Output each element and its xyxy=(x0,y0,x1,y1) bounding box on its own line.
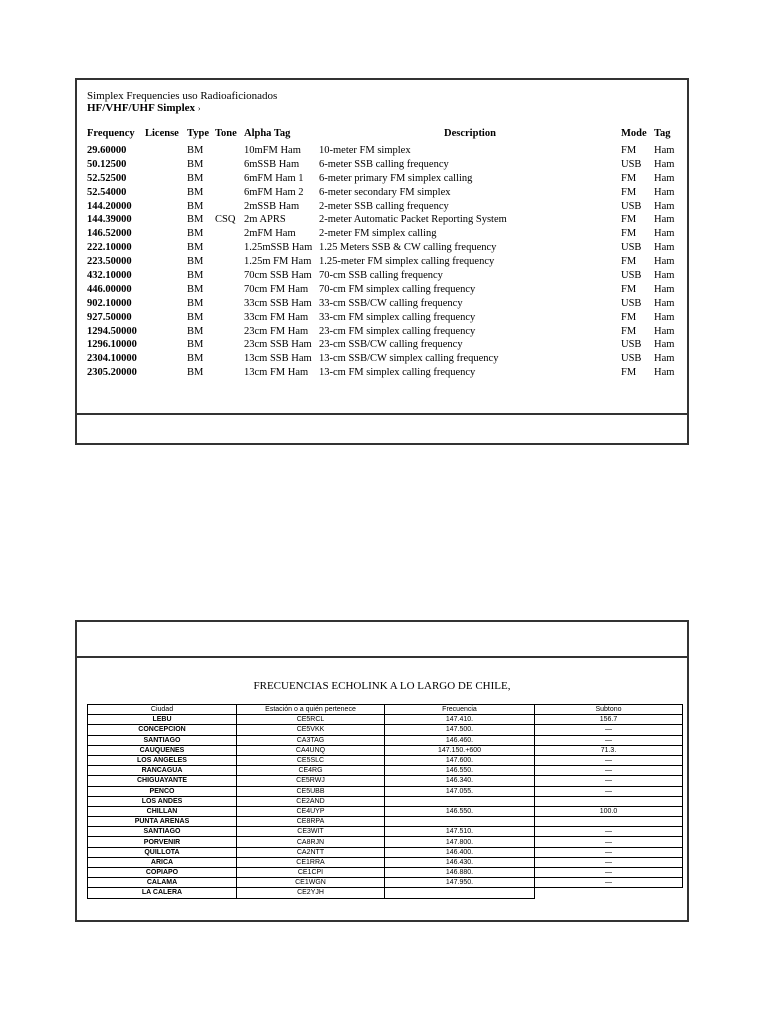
cell-license xyxy=(145,213,187,227)
table-row xyxy=(87,213,679,227)
cell-type: BM xyxy=(187,270,204,282)
cell-ciudad: CALAMA xyxy=(88,878,237,888)
cell-tag: Ham xyxy=(654,256,675,268)
cell-alpha-tag: 2m APRS xyxy=(244,214,286,226)
subtitle-arrow-icon: › xyxy=(197,104,201,113)
cell-tag: Ham xyxy=(654,339,675,351)
cell-subtono: — xyxy=(535,766,683,776)
cell-tag: Ham xyxy=(654,311,675,323)
cell-ciudad: SANTIAGO xyxy=(88,735,237,745)
cell-subtono: — xyxy=(535,786,683,796)
cell-ciudad: LEBU xyxy=(88,715,237,725)
echolink-box xyxy=(75,620,689,922)
cell-description: 70-cm SSB calling frequency xyxy=(319,270,443,282)
cell-ciudad: CHIGUAYANTE xyxy=(88,776,237,786)
cell-alpha-tag: 13cm SSB Ham xyxy=(244,353,312,365)
cell-description: 1.25-meter FM simplex calling frequency xyxy=(319,256,495,268)
header-description: Description xyxy=(444,128,496,139)
cell-frecuencia: 147.410. xyxy=(385,715,535,725)
cell-frecuencia: 146.550. xyxy=(385,806,535,816)
cell-tag: Ham xyxy=(654,145,675,156)
cell-mode: FM xyxy=(621,228,637,240)
cell-tone xyxy=(215,158,244,172)
table-header-row xyxy=(87,128,679,144)
cell-description: 23-cm SSB/CW calling frequency xyxy=(319,339,463,351)
cell-tag: Ham xyxy=(654,367,675,379)
cell-estacion: CA3TAG xyxy=(237,735,385,745)
cell-type: BM xyxy=(187,200,204,212)
cell-frecuencia xyxy=(385,796,535,806)
cell-frecuencia: 147.150.+600 xyxy=(385,745,535,755)
divider xyxy=(77,413,687,415)
cell-alpha-tag: 10mFM Ham xyxy=(244,145,301,156)
cell-description: 6-meter SSB calling frequency xyxy=(319,158,449,170)
cell-frecuencia: 147.055. xyxy=(385,786,535,796)
cell-description: 1.25 Meters SSB & CW calling frequency xyxy=(319,242,497,254)
cell-ciudad: SANTIAGO xyxy=(88,827,237,837)
table-row xyxy=(87,200,679,214)
cell-subtono: — xyxy=(535,847,683,857)
cell-subtono: — xyxy=(535,776,683,786)
table-row xyxy=(87,325,679,339)
cell-tone xyxy=(215,352,244,366)
cell-estacion: CA8RJN xyxy=(237,837,385,847)
cell-frequency: 144.39000 xyxy=(87,214,132,226)
cell-estacion: CE5SLC xyxy=(237,755,385,765)
cell-alpha-tag: 6mFM Ham 2 xyxy=(244,186,304,198)
cell-tone xyxy=(215,338,244,352)
cell-ciudad: QUILLOTA xyxy=(88,847,237,857)
cell-type: BM xyxy=(187,353,204,365)
cell-license xyxy=(145,366,187,380)
cell-estacion: CE1WGN xyxy=(237,878,385,888)
cell-frequency: 2305.20000 xyxy=(87,367,137,379)
cell-mode: FM xyxy=(621,256,637,268)
cell-tag: Ham xyxy=(654,214,675,226)
cell-ciudad: PUNTA ARENAS xyxy=(88,817,237,827)
cell-alpha-tag: 1.25m FM Ham xyxy=(244,256,312,268)
cell-type: BM xyxy=(187,158,204,170)
cell-frecuencia: 147.600. xyxy=(385,755,535,765)
cell-subtono xyxy=(535,796,683,806)
cell-description: 13-cm SSB/CW simplex calling frequency xyxy=(319,353,499,365)
table-row xyxy=(88,847,683,857)
cell-subtono: — xyxy=(535,755,683,765)
cell-tone xyxy=(215,241,244,255)
table-row xyxy=(88,796,683,806)
cell-license xyxy=(145,352,187,366)
cell-frecuencia: 146.460. xyxy=(385,735,535,745)
cell-type: BM xyxy=(187,256,204,268)
simplex-title: Simplex Frequencies uso Radioaficionados xyxy=(87,90,278,102)
header-frecuencia: Frecuencia xyxy=(385,705,535,715)
cell-description: 10-meter FM simplex xyxy=(319,145,411,156)
cell-ciudad: LA CALERA xyxy=(88,888,237,898)
cell-license xyxy=(145,241,187,255)
cell-frequency: 927.50000 xyxy=(87,311,132,323)
header-tone: Tone xyxy=(215,128,237,139)
cell-type: BM xyxy=(187,367,204,379)
cell-estacion: CE2AND xyxy=(237,796,385,806)
cell-alpha-tag: 6mSSB Ham xyxy=(244,158,300,170)
table-row xyxy=(88,888,683,898)
cell-license xyxy=(145,186,187,200)
cell-tag: Ham xyxy=(654,158,675,170)
cell-subtono: 156.7 xyxy=(535,715,683,725)
table-row xyxy=(88,806,683,816)
cell-tone xyxy=(215,255,244,269)
cell-mode: USB xyxy=(621,339,642,351)
cell-estacion: CE2YJH xyxy=(237,888,385,898)
cell-mode: FM xyxy=(621,367,637,379)
cell-license xyxy=(145,158,187,172)
cell-type: BM xyxy=(187,339,204,351)
cell-subtono: — xyxy=(535,837,683,847)
cell-alpha-tag: 23cm FM Ham xyxy=(244,325,309,337)
table-row xyxy=(87,186,679,200)
cell-ciudad: ARICA xyxy=(88,857,237,867)
cell-tag: Ham xyxy=(654,172,675,184)
cell-alpha-tag: 70cm FM Ham xyxy=(244,283,309,295)
cell-ciudad: LOS ANGELES xyxy=(88,755,237,765)
cell-tag: Ham xyxy=(654,297,675,309)
cell-ciudad: CONCEPCION xyxy=(88,725,237,735)
cell-frequency: 2304.10000 xyxy=(87,353,137,365)
table-row xyxy=(87,241,679,255)
cell-mode: FM xyxy=(621,325,637,337)
table-header-row xyxy=(88,705,683,715)
cell-frequency: 29.60000 xyxy=(87,145,127,156)
cell-frequency: 223.50000 xyxy=(87,256,132,268)
table-row xyxy=(87,366,679,380)
cell-tone xyxy=(215,172,244,186)
cell-alpha-tag: 33cm FM Ham xyxy=(244,311,309,323)
cell-frequency: 50.12500 xyxy=(87,158,127,170)
table-row xyxy=(88,766,683,776)
cell-description: 6-meter primary FM simplex calling xyxy=(319,172,473,184)
cell-estacion: CE4RG xyxy=(237,766,385,776)
cell-frequency: 1294.50000 xyxy=(87,325,137,337)
cell-type: BM xyxy=(187,283,204,295)
header-alpha-tag: Alpha Tag xyxy=(244,128,291,139)
table-row xyxy=(88,745,683,755)
table-row xyxy=(88,755,683,765)
cell-subtono: — xyxy=(535,857,683,867)
cell-frequency: 432.10000 xyxy=(87,270,132,282)
table-row xyxy=(87,311,679,325)
cell-estacion: CE4UYP xyxy=(237,806,385,816)
cell-tone: CSQ xyxy=(215,214,236,226)
table-row xyxy=(87,172,679,186)
cell-description: 2-meter Automatic Packet Reporting System xyxy=(319,214,507,226)
cell-alpha-tag: 33cm SSB Ham xyxy=(244,297,312,309)
cell-frecuencia: 147.950. xyxy=(385,878,535,888)
header-estacion: Estación o a quién pertenece xyxy=(237,705,385,715)
cell-mode: FM xyxy=(621,172,637,184)
cell-description: 23-cm FM simplex calling frequency xyxy=(319,325,476,337)
cell-frecuencia: 146.430. xyxy=(385,857,535,867)
cell-alpha-tag: 13cm FM Ham xyxy=(244,367,309,379)
cell-tone xyxy=(215,144,244,158)
cell-description: 33-cm SSB/CW calling frequency xyxy=(319,297,463,309)
cell-subtono: — xyxy=(535,878,683,888)
cell-ciudad: CAUQUENES xyxy=(88,745,237,755)
cell-frequency: 146.52000 xyxy=(87,228,132,240)
simplex-frequency-table xyxy=(87,128,679,380)
cell-mode: USB xyxy=(621,270,642,282)
table-row xyxy=(88,786,683,796)
table-row xyxy=(88,878,683,888)
cell-tag: Ham xyxy=(654,200,675,212)
simplex-frequency-box xyxy=(75,78,689,445)
simplex-subtitle: HF/VHF/UHF Simplex xyxy=(87,102,196,114)
cell-license xyxy=(145,255,187,269)
cell-type: BM xyxy=(187,325,204,337)
cell-tag: Ham xyxy=(654,242,675,254)
cell-type: BM xyxy=(187,311,204,323)
simplex-heading xyxy=(87,90,277,115)
cell-mode: USB xyxy=(621,353,642,365)
cell-ciudad: RANCAGUA xyxy=(88,766,237,776)
cell-ciudad: LOS ANDES xyxy=(88,796,237,806)
cell-tag: Ham xyxy=(654,283,675,295)
cell-tone xyxy=(215,297,244,311)
cell-estacion: CE5RCL xyxy=(237,715,385,725)
table-row xyxy=(88,868,683,878)
cell-type: BM xyxy=(187,214,204,226)
cell-subtono xyxy=(535,888,683,898)
cell-tag: Ham xyxy=(654,186,675,198)
cell-alpha-tag: 2mSSB Ham xyxy=(244,200,300,212)
cell-subtono xyxy=(535,817,683,827)
cell-tone xyxy=(215,366,244,380)
table-row xyxy=(87,338,679,352)
cell-type: BM xyxy=(187,172,204,184)
cell-ciudad: COPIAPO xyxy=(88,868,237,878)
cell-estacion: CE8RPA xyxy=(237,817,385,827)
cell-frequency: 446.00000 xyxy=(87,283,132,295)
table-row xyxy=(87,144,679,158)
cell-license xyxy=(145,172,187,186)
cell-frecuencia: 146.550. xyxy=(385,766,535,776)
cell-frecuencia: 147.510. xyxy=(385,827,535,837)
cell-mode: USB xyxy=(621,297,642,309)
cell-frequency: 52.54000 xyxy=(87,186,127,198)
cell-type: BM xyxy=(187,186,204,198)
cell-subtono: — xyxy=(535,735,683,745)
cell-type: BM xyxy=(187,145,204,156)
table-row xyxy=(87,269,679,283)
table-row xyxy=(88,735,683,745)
table-row xyxy=(88,725,683,735)
cell-license xyxy=(145,297,187,311)
cell-frequency: 902.10000 xyxy=(87,297,132,309)
cell-subtono: — xyxy=(535,827,683,837)
cell-tone xyxy=(215,325,244,339)
cell-ciudad: CHILLAN xyxy=(88,806,237,816)
table-row xyxy=(88,715,683,725)
cell-mode: USB xyxy=(621,200,642,212)
cell-mode: USB xyxy=(621,242,642,254)
cell-frecuencia xyxy=(385,888,535,898)
cell-tone xyxy=(215,186,244,200)
cell-license xyxy=(145,338,187,352)
cell-mode: FM xyxy=(621,214,637,226)
cell-mode: USB xyxy=(621,158,642,170)
cell-license xyxy=(145,325,187,339)
cell-estacion: CE1CPI xyxy=(237,868,385,878)
cell-frecuencia: 146.340. xyxy=(385,776,535,786)
cell-tag: Ham xyxy=(654,270,675,282)
table-row xyxy=(87,283,679,297)
cell-alpha-tag: 2mFM Ham xyxy=(244,228,296,240)
cell-mode: FM xyxy=(621,283,637,295)
cell-tag: Ham xyxy=(654,228,675,240)
cell-tone xyxy=(215,311,244,325)
cell-ciudad: PORVENIR xyxy=(88,837,237,847)
cell-estacion: CE5VKK xyxy=(237,725,385,735)
cell-alpha-tag: 23cm SSB Ham xyxy=(244,339,312,351)
cell-license xyxy=(145,227,187,241)
cell-subtono: 71.3. xyxy=(535,745,683,755)
cell-type: BM xyxy=(187,297,204,309)
header-ciudad: Ciudad xyxy=(88,705,237,715)
cell-license xyxy=(145,283,187,297)
cell-frecuencia: 146.880. xyxy=(385,868,535,878)
cell-description: 33-cm FM simplex calling frequency xyxy=(319,311,476,323)
table-row xyxy=(87,227,679,241)
cell-frequency: 222.10000 xyxy=(87,242,132,254)
cell-license xyxy=(145,200,187,214)
header-subtono: Subtono xyxy=(535,705,683,715)
cell-tone xyxy=(215,269,244,283)
cell-description: 6-meter secondary FM simplex xyxy=(319,186,451,198)
cell-frecuencia: 147.500. xyxy=(385,725,535,735)
table-row xyxy=(88,827,683,837)
cell-estacion: CE5UBB xyxy=(237,786,385,796)
cell-frequency: 52.52500 xyxy=(87,172,127,184)
header-mode: Mode xyxy=(621,128,647,139)
cell-tag: Ham xyxy=(654,325,675,337)
cell-tone xyxy=(215,200,244,214)
cell-alpha-tag: 70cm SSB Ham xyxy=(244,270,312,282)
cell-license xyxy=(145,311,187,325)
table-row xyxy=(88,857,683,867)
cell-estacion: CA4UNQ xyxy=(237,745,385,755)
cell-frequency: 1296.10000 xyxy=(87,339,137,351)
cell-description: 70-cm FM simplex calling frequency xyxy=(319,283,476,295)
cell-frecuencia xyxy=(385,817,535,827)
cell-alpha-tag: 1.25mSSB Ham xyxy=(244,242,313,254)
header-license: License xyxy=(145,128,179,139)
cell-ciudad: PENCO xyxy=(88,786,237,796)
cell-frequency: 144.20000 xyxy=(87,200,132,212)
header-frequency: Frequency xyxy=(87,128,135,139)
cell-tag: Ham xyxy=(654,353,675,365)
divider xyxy=(77,656,687,658)
cell-estacion: CE1RRA xyxy=(237,857,385,867)
cell-estacion: CA2NTT xyxy=(237,847,385,857)
table-row xyxy=(88,817,683,827)
cell-description: 2-meter FM simplex calling xyxy=(319,228,437,240)
cell-type: BM xyxy=(187,228,204,240)
header-type: Type xyxy=(187,128,209,139)
table-row xyxy=(88,776,683,786)
table-row xyxy=(87,158,679,172)
cell-estacion: CE5RWJ xyxy=(237,776,385,786)
cell-type: BM xyxy=(187,242,204,254)
cell-description: 2-meter SSB calling frequency xyxy=(319,200,449,212)
cell-subtono: 100.0 xyxy=(535,806,683,816)
cell-mode: FM xyxy=(621,145,637,156)
table-row xyxy=(87,297,679,311)
table-row xyxy=(87,352,679,366)
echolink-title: FRECUENCIAS ECHOLINK A LO LARGO DE CHILE, xyxy=(253,680,511,692)
table-row xyxy=(88,837,683,847)
cell-alpha-tag: 6mFM Ham 1 xyxy=(244,172,304,184)
cell-subtono: — xyxy=(535,868,683,878)
cell-frecuencia: 146.400. xyxy=(385,847,535,857)
cell-mode: FM xyxy=(621,311,637,323)
cell-subtono: — xyxy=(535,725,683,735)
header-tag: Tag xyxy=(654,128,671,139)
table-row xyxy=(87,255,679,269)
cell-tone xyxy=(215,227,244,241)
echolink-table xyxy=(87,704,683,899)
cell-description: 13-cm FM simplex calling frequency xyxy=(319,367,476,379)
cell-estacion: CE3WIT xyxy=(237,827,385,837)
cell-license xyxy=(145,144,187,158)
cell-frecuencia: 147.800. xyxy=(385,837,535,847)
cell-mode: FM xyxy=(621,186,637,198)
cell-tone xyxy=(215,283,244,297)
cell-license xyxy=(145,269,187,283)
